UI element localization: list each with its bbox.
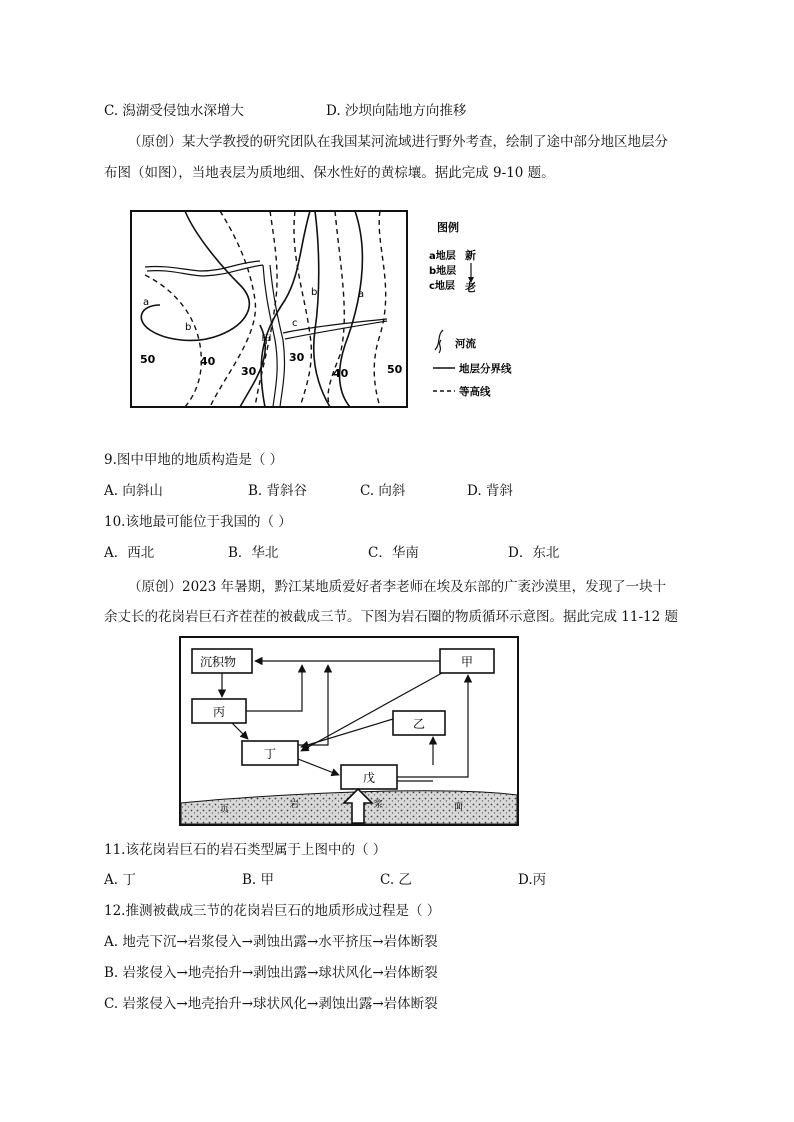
label-a-right: a: [358, 289, 365, 300]
legend-river-label: 河流: [455, 338, 476, 350]
contour-30-left: [255, 211, 277, 407]
q9-option-c: C. 向斜: [360, 483, 406, 499]
contour-label-50-right: 50: [387, 363, 403, 376]
q12-option-c: C. 岩浆侵入→地壳抬升→球状风化→剥蚀出露→岩体断裂: [104, 996, 438, 1012]
label-a-left: a: [143, 297, 150, 308]
contour-label-40-right: 40: [333, 367, 349, 380]
box-yi-label: 乙: [413, 717, 426, 731]
legend-contour-label: 等高线: [459, 386, 491, 398]
legend-layer-c: c地层: [429, 281, 455, 292]
legend-layer-a: a地层: [429, 251, 456, 262]
intro-11-12-line1: （原创）2023 年暑期，黔江某地质爱好者李老师在埃及东部的广袤沙漠里，发现了一块十: [128, 579, 667, 595]
q9-option-b: B. 背斜谷: [248, 483, 308, 499]
label-jia: 甲: [261, 333, 272, 346]
contour-label-30-right: 30: [289, 351, 305, 364]
box-ding-label: 丁: [264, 747, 277, 761]
q10-option-b: B．华北: [228, 545, 279, 561]
q8-option-c: C. 潟湖受侵蚀水深增大: [104, 103, 244, 119]
box-sediment-label: 沉积物: [200, 655, 237, 669]
legend-oldest: 老: [465, 281, 476, 294]
ground-label-2: 岩: [290, 800, 300, 810]
legend-layer-b: b地层: [429, 266, 457, 277]
legend-river-symbol: [435, 330, 443, 350]
contour-50-right: [374, 211, 385, 407]
legend-boundary-label: 地层分界线: [459, 363, 512, 375]
q12-option-a: A. 地壳下沉→岩浆侵入→剥蚀出露→水平挤压→岩体断裂: [104, 934, 438, 950]
ground-label-3: 浆: [374, 800, 384, 810]
legend-title: 图例: [437, 221, 459, 234]
river-right: [283, 319, 387, 333]
contour-label-40-left: 40: [200, 355, 216, 368]
q11-option-a: A. 丁: [104, 872, 136, 888]
intro-9-10-line1: （原创）某大学教授的研究团队在我国某河流域进行野外考查，绘制了途中部分地区地层分: [128, 134, 668, 150]
box-wu-label: 戊: [363, 771, 376, 785]
box-jia-label: 甲: [461, 655, 474, 669]
label-b-right: b: [311, 287, 318, 298]
contour-label-30-left: 30: [241, 365, 257, 378]
rock-cycle-figure: [178, 635, 520, 827]
q10-stem: 10.该地最可能位于我国的（ ）: [104, 514, 292, 530]
contour-label-50-left: 50: [140, 353, 156, 366]
ground-label-1: 页: [220, 805, 230, 815]
q9-stem: 9.图中甲地的地质构造是（ ）: [104, 452, 284, 468]
q11-option-d: D.丙: [518, 872, 547, 888]
q8-option-d: D. 沙坝向陆地方向推移: [326, 103, 467, 119]
q10-option-a: A．西北: [104, 545, 155, 561]
q10-option-c: C．华南: [368, 545, 419, 561]
stratum-map-figure: [125, 205, 545, 415]
q12-stem: 12.推测被截成三节的花岗岩巨石的地质形成过程是（ ）: [104, 903, 441, 919]
legend-newest: 新: [465, 249, 476, 262]
boundary-right-cb: [314, 211, 330, 407]
ground-label-4: 面: [454, 802, 464, 812]
q9-option-a: A. 向斜山: [104, 483, 163, 499]
q10-option-d: D．东北: [508, 545, 560, 561]
label-c: c: [292, 318, 298, 329]
box-bing-label: 丙: [213, 705, 226, 719]
q9-option-d: D. 背斜: [467, 483, 513, 499]
q11-stem: 11.该花岗岩巨石的岩石类型属于上图中的（ ）: [104, 842, 387, 858]
q12-option-b: B. 岩浆侵入→地壳抬升→剥蚀出露→球状风化→岩体断裂: [104, 965, 438, 981]
label-b-left: b: [185, 322, 192, 333]
intro-9-10-line2: 布图（如图），当地表层为质地细、保水性好的黄棕壤。据此完成 9-10 题。: [104, 165, 555, 181]
boundary-left-loop: [141, 305, 160, 330]
q11-option-c: C. 乙: [380, 872, 412, 888]
intro-11-12-line2: 余丈长的花岗岩巨石齐茬茬的被截成三节。下图为岩石圈的物质循环示意图。据此完成 11-12 题: [104, 609, 678, 625]
q11-option-b: B. 甲: [242, 872, 275, 888]
